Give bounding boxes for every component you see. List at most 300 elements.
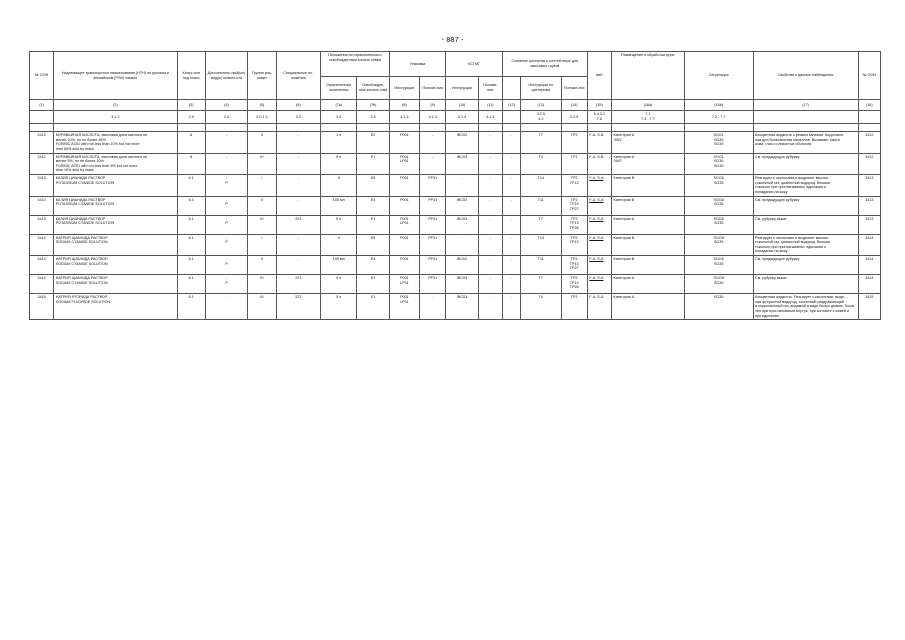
column-number-cell: (9)	[420, 100, 446, 111]
excepted-quantity-cell: E5	[357, 175, 389, 197]
properties-cell-line: токсичен при проглатывании, вдыхании и	[755, 185, 827, 190]
proper-shipping-name-cell-line: than 10% acid by mass	[55, 168, 94, 173]
column-number-cell: (13)	[521, 100, 561, 111]
un-number-cell: 3414	[30, 275, 54, 294]
proper-shipping-name-cell	[54, 256, 177, 275]
class-cell: 6.1	[177, 175, 205, 197]
segregation-cell	[684, 175, 753, 197]
segregation-cell-line: SG49	[713, 163, 724, 168]
properties-cell-line: Бесцветная жидкость. Реагирует с кислотами, выде-	[755, 295, 846, 299]
ems-cell: F-A, S-A	[587, 275, 611, 294]
tank-instruction-cell	[521, 256, 561, 275]
ems-cell: F-A, S-A	[587, 256, 611, 275]
ibc-instruction-cell: IBC03	[446, 153, 478, 175]
proper-shipping-name-cell	[54, 153, 177, 175]
properties-cell	[753, 196, 858, 215]
tank-instruction-cell-line: T14	[537, 235, 544, 240]
tank-provision-cell-line: TP13	[569, 221, 579, 226]
code-cell: 4.2.5	[561, 111, 587, 124]
tank-instruction-cell-line: T7	[538, 133, 543, 137]
tank-provision-cell	[561, 234, 587, 256]
tank-provision-cell-line: TP13	[569, 202, 579, 207]
ibc-provision-cell: -	[478, 132, 502, 154]
proper-shipping-name-cell-line: НАТРИЯ ФТОРИДА РАСТВОР	[55, 295, 108, 299]
properties-cell	[753, 153, 858, 175]
code-cell: 3.5	[357, 111, 389, 124]
un-number-cell: 3415	[30, 294, 54, 320]
segregation-cell-line: SG35	[713, 180, 724, 185]
marine-pollutant-mark: P	[225, 261, 228, 266]
col-12-cell: -	[502, 132, 520, 154]
table-row	[30, 153, 881, 175]
packing-provision-cell: -	[420, 153, 446, 175]
ibc-provision-cell: -	[478, 196, 502, 215]
header-tanks-group: Съемные цистерны и контей-неры для массовых грузов	[502, 52, 587, 77]
properties-cell-line: токсичный газ, цианистый водород. Весьма	[755, 240, 830, 245]
ibc-instruction-cell: -	[446, 175, 478, 197]
un-number-right-cell: 3413	[858, 215, 880, 234]
ibc-provision-cell: -	[478, 153, 502, 175]
subsidiary-hazard-cell: - P	[205, 196, 247, 215]
table-row	[30, 175, 881, 197]
proper-shipping-name-cell-line: менее 5%, но не более 10%	[55, 159, 104, 164]
properties-cell	[753, 256, 858, 275]
ems-cell: F-A, S-A	[587, 175, 611, 197]
class-cell: 8	[177, 153, 205, 175]
column-number-cell: (16a)	[612, 100, 685, 111]
header-ems: АвЕ	[587, 52, 611, 100]
stowage-cell-line: Категория B	[613, 257, 635, 261]
column-number-cell: (5)	[248, 100, 276, 111]
subsidiary-hazard-cell: - P	[205, 275, 247, 294]
special-provisions-cell: 223	[276, 294, 320, 320]
limited-quantity-cell: 5 л	[321, 153, 357, 175]
header-segregation: Сегрегация	[684, 52, 753, 100]
packing-group-cell: III	[248, 294, 276, 320]
tank-provision-cell	[561, 294, 587, 320]
table-row	[30, 294, 881, 320]
proper-shipping-name-cell-line: POTASSIUM CYANIDE SOLUTION	[55, 180, 115, 185]
excepted-quantity-cell: E2	[357, 132, 389, 154]
segregation-cell	[684, 196, 753, 215]
proper-shipping-name-cell-line: НАТРИЯ ЦИАНИДА РАСТВОР	[55, 276, 108, 280]
column-number-row	[30, 100, 881, 111]
properties-cell	[753, 234, 858, 256]
ibc-provision-cell: -	[478, 175, 502, 197]
packing-instruction-cell: P001	[389, 196, 419, 215]
table-row	[30, 132, 881, 154]
packing-group-cell: II	[248, 256, 276, 275]
tank-provision-cell-line: TP1	[570, 295, 578, 299]
tank-provision-cell-line: TP27	[569, 266, 579, 271]
packing-instruction-cell: P001 LP01	[389, 153, 419, 175]
class-cell: 6.1	[177, 256, 205, 275]
tank-provision-cell-line: TP28	[569, 225, 579, 230]
segregation-cell	[684, 215, 753, 234]
proper-shipping-name-cell	[54, 196, 177, 215]
properties-cell-line: ная для большинства металлов. Вызывает ожоги	[755, 137, 840, 142]
tank-provision-cell-line: TP2	[570, 235, 578, 240]
limited-quantity-cell: 0	[321, 175, 357, 197]
packing-provision-cell: PP31	[420, 234, 446, 256]
stowage-cell-line: SW2	[613, 137, 622, 142]
properties-cell	[753, 215, 858, 234]
spacer-row	[30, 124, 881, 132]
packing-provision-cell: PP31	[420, 215, 446, 234]
header-packing-provisions: Положе-ния	[420, 77, 446, 100]
un-number-right-cell: 3414	[858, 256, 880, 275]
proper-shipping-name-cell-line: POTASSIUM CYANIDE SOLUTION	[55, 202, 115, 207]
properties-cell-line: ляя фтористый водород, токсичный раздражающий	[755, 299, 844, 304]
proper-shipping-name-cell	[54, 275, 177, 294]
tank-instruction-cell	[521, 215, 561, 234]
stowage-cell	[612, 153, 685, 175]
stowage-cell-line: Категория A	[613, 276, 635, 280]
segregation-cell-line: SG35	[713, 221, 724, 226]
tank-provision-cell-line: TP2	[570, 257, 578, 261]
un-number-cell: 3413	[30, 196, 54, 215]
un-number-cell: 3413	[30, 215, 54, 234]
tank-instruction-cell-line: T14	[537, 176, 544, 180]
tank-instruction-cell	[521, 132, 561, 154]
header-packing-group: Группа упа-ковки	[248, 52, 276, 100]
packing-instruction-cell: P001	[389, 132, 419, 154]
code-cell: 4.1.4	[446, 111, 478, 124]
properties-cell	[753, 132, 858, 154]
table-row	[30, 234, 881, 256]
column-number-cell: (4)	[205, 100, 247, 111]
proper-shipping-name-cell	[54, 175, 177, 197]
column-number-cell: (1)	[30, 100, 54, 111]
tank-provision-cell-line: TP13	[569, 261, 579, 266]
ibc-instruction-cell: IBC03	[446, 294, 478, 320]
limited-quantity-cell: 5 л	[321, 215, 357, 234]
properties-cell-line: Бесцветная жидкость с резким запахом. Коррозион-	[755, 133, 845, 137]
packing-provision-cell: PP31	[420, 256, 446, 275]
tank-instruction-cell-line: T11	[537, 197, 544, 202]
tank-provision-cell-line: TP2	[570, 216, 578, 221]
packing-group-cell: I	[248, 175, 276, 197]
stowage-cell	[612, 215, 685, 234]
un-number-right-cell: 3412	[858, 132, 880, 154]
proper-shipping-name-cell	[54, 294, 177, 320]
header-class: Класс или под-класс	[177, 52, 205, 100]
un-number-cell: 3413	[30, 175, 54, 197]
column-number-cell: (7a)	[321, 100, 357, 111]
special-provisions-cell: -	[276, 256, 320, 275]
properties-cell-line: См. предыдущую рубрику	[755, 197, 800, 202]
class-cell: 6.1	[177, 234, 205, 256]
code-cell: 3.3	[276, 111, 320, 124]
code-cell: 5.4.3.2 7.8	[587, 111, 611, 124]
un-number-right-cell: 3415	[858, 294, 880, 320]
properties-cell-line: См. предыдущую рубрику	[755, 154, 800, 159]
un-number-right-cell: 3413	[858, 175, 880, 197]
packing-provision-cell: -	[420, 132, 446, 154]
tank-instruction-cell	[521, 175, 561, 197]
col-12-cell: -	[502, 196, 520, 215]
ems-cell: F-A, S-B	[587, 153, 611, 175]
column-number-cell: (17)	[753, 100, 858, 111]
code-cell: 2.0.1.3	[248, 111, 276, 124]
class-cell: 6.1	[177, 294, 205, 320]
packing-instruction-cell: P001 LP01	[389, 215, 419, 234]
stowage-cell	[612, 234, 685, 256]
column-number-cell: (18)	[858, 100, 880, 111]
segregation-cell-line: SG36	[713, 159, 724, 164]
limited-quantity-cell: 5 л	[321, 294, 357, 320]
subsidiary-hazard-cell: - P	[205, 256, 247, 275]
class-cell: 6.1	[177, 275, 205, 294]
segregation-cell-line: SGG6	[713, 276, 724, 280]
ibc-provision-cell: -	[478, 275, 502, 294]
segregation-cell-line: SGG6	[713, 216, 724, 221]
properties-cell-line: кожи, глаз и слизистых оболочек	[755, 142, 812, 147]
properties-cell	[753, 294, 858, 320]
header-un-right: № ООН	[858, 52, 880, 100]
code-cell	[502, 111, 520, 124]
proper-shipping-name-cell-line: КАЛИЯ ЦИАНИДА РАСТВОР	[55, 176, 106, 180]
ems-cell: F-A, S-A	[587, 196, 611, 215]
stowage-cell	[612, 196, 685, 215]
col-12-cell: -	[502, 234, 520, 256]
col-12-cell: -	[502, 275, 520, 294]
header-packing-instructions: Инструкции	[389, 77, 419, 100]
code-cell: 4.1.4	[478, 111, 502, 124]
properties-cell	[753, 275, 858, 294]
ems-cell: F-A, S-A	[587, 234, 611, 256]
ibc-provision-cell: -	[478, 256, 502, 275]
properties-cell-line: токсичен при проглатывании, вдыхании и	[755, 244, 827, 249]
proper-shipping-name-cell-line: КАЛИЯ ЦИАНИДА РАСТВОР	[55, 197, 106, 202]
ibc-instruction-cell: IBC03	[446, 215, 478, 234]
ibc-provision-cell: -	[478, 294, 502, 320]
tank-provision-cell-line: TP2	[570, 176, 578, 180]
marine-pollutant-mark: P	[225, 180, 228, 185]
code-cell: 7.2 - 7.7	[684, 111, 753, 124]
segregation-cell	[684, 294, 753, 320]
segregation-cell-line: SGG1	[713, 154, 724, 159]
packing-instruction-cell: P001 LP01	[389, 275, 419, 294]
segregation-cell-line: SGG6	[713, 176, 724, 180]
tank-provision-cell	[561, 175, 587, 197]
tank-provision-cell-line: TP13	[569, 180, 579, 185]
segregation-cell	[684, 132, 753, 154]
segregation-cell	[684, 275, 753, 294]
tank-provision-cell	[561, 215, 587, 234]
column-number-cell: (6)	[276, 100, 320, 111]
ems-cell: F-A, S-B	[587, 132, 611, 154]
stowage-cell-line: Категория B	[613, 176, 635, 180]
table-row	[30, 275, 881, 294]
tank-provision-cell-line: TP13	[569, 280, 579, 285]
code-cell: 4.2.5 4.3	[521, 111, 561, 124]
column-number-cell: (16b)	[684, 100, 753, 111]
header-excepted-quantities: Освобожден-ные количе-ства	[357, 77, 389, 100]
segregation-cell-line: SGG6	[713, 257, 724, 261]
code-cell: 2.0	[205, 111, 247, 124]
proper-shipping-name-cell	[54, 132, 177, 154]
un-number-right-cell: 3413	[858, 196, 880, 215]
proper-shipping-name-cell-line: НАТРИЯ ЦИАНИДА РАСТВОР	[55, 235, 108, 240]
header-ibc-provisions: Положе-ния	[478, 77, 502, 100]
marine-pollutant-mark: P	[225, 221, 228, 226]
tank-provision-cell-line: TP1	[570, 154, 578, 159]
properties-cell-line: токсичный газ, цианистый водород. Весьма	[755, 180, 830, 185]
stowage-cell-line: Категория A	[613, 154, 635, 159]
packing-instruction-cell: P001 LP01	[389, 294, 419, 320]
packing-group-cell: III	[248, 215, 276, 234]
ibc-instruction-cell: IBC02	[446, 256, 478, 275]
header-limited-quantities-group: Положения по ограниченным и освобожденным количе-ствам	[321, 52, 390, 77]
ems-cell: F-A, S-A	[587, 294, 611, 320]
col-12-cell: -	[502, 175, 520, 197]
col-12-cell: -	[502, 256, 520, 275]
proper-shipping-name-cell-line: than 85% acid by mass	[55, 146, 94, 151]
properties-cell-line: попадании на кожу	[755, 249, 788, 254]
stowage-cell-line: Категория A	[613, 295, 635, 299]
subsidiary-hazard-cell: -	[205, 153, 247, 175]
proper-shipping-name-cell-line: менее 10%, но не более 85%	[55, 137, 106, 142]
column-number-cell: (8)	[389, 100, 419, 111]
table-row	[30, 196, 881, 215]
proper-shipping-name-cell-line: SODIUM CYANIDE SOLUTION	[55, 280, 108, 285]
stowage-cell	[612, 275, 685, 294]
col-12-cell: -	[502, 215, 520, 234]
proper-shipping-name-cell-line: FORMIC ACID with not less than 10% but not more	[55, 142, 140, 147]
ibc-instruction-cell: IBC02	[446, 132, 478, 154]
tank-instruction-cell	[521, 275, 561, 294]
header-name: Надлежащее транспортное наименование (НТН) на русском и английском (PSN) языках	[54, 52, 177, 100]
un-number-cell: 3414	[30, 256, 54, 275]
subsidiary-hazard-cell: - P	[205, 234, 247, 256]
tank-instruction-cell-line: T11	[537, 257, 544, 261]
packing-provision-cell: PP31	[420, 275, 446, 294]
proper-shipping-name-cell	[54, 215, 177, 234]
packing-group-cell: I	[248, 234, 276, 256]
marine-pollutant-mark: P	[225, 240, 228, 245]
limited-quantity-cell: 100 мл	[321, 196, 357, 215]
subsidiary-hazard-cell: - P	[205, 215, 247, 234]
tank-provision-cell-line: TP13	[569, 240, 579, 245]
segregation-cell-line: SG35	[713, 202, 724, 207]
proper-shipping-name-cell	[54, 234, 177, 256]
packing-group-cell: III	[248, 275, 276, 294]
excepted-quantity-cell: E4	[357, 256, 389, 275]
special-provisions-cell: 223	[276, 215, 320, 234]
ibc-instruction-cell: IBC03	[446, 275, 478, 294]
page-number: - 887 -	[441, 35, 464, 44]
subsidiary-hazard-cell: - P	[205, 175, 247, 197]
code-cell	[858, 111, 880, 124]
stowage-cell-line: SW2	[613, 159, 622, 164]
limited-quantity-cell: 5 л	[321, 275, 357, 294]
header-col-12	[502, 77, 520, 100]
column-number-cell: (10)	[446, 100, 478, 111]
properties-cell-line: чен при проглатывании внутрь, при контакте с кожей и	[755, 308, 849, 313]
header-un: № ООН	[30, 52, 54, 100]
un-number-right-cell: 3414	[858, 234, 880, 256]
packing-provision-cell: PP31	[420, 196, 446, 215]
excepted-quantity-cell: E1	[357, 215, 389, 234]
special-provisions-cell: -	[276, 132, 320, 154]
special-provisions-cell: 223	[276, 275, 320, 294]
code-cell: 7.1 7.3 - 7.7	[612, 111, 685, 124]
tank-provision-cell-line: TP28	[569, 285, 579, 290]
ibc-provision-cell: -	[478, 234, 502, 256]
ibc-instruction-cell: -	[446, 234, 478, 256]
tank-instruction-cell-line: T4	[538, 295, 543, 299]
properties-cell-line: См. рубрику выше	[755, 216, 787, 221]
class-cell: 8	[177, 132, 205, 154]
proper-shipping-name-cell-line: SODIUM CYANIDE SOLUTION	[55, 240, 108, 245]
un-number-right-cell: 3412	[858, 153, 880, 175]
packing-provision-cell: PP31	[420, 175, 446, 197]
code-cell	[30, 111, 54, 124]
segregation-cell-line: SG36	[713, 137, 724, 142]
tank-provision-cell	[561, 153, 587, 175]
tank-provision-cell	[561, 256, 587, 275]
code-cell: 4.1.4	[389, 111, 419, 124]
header-subsidiary-hazard: Дополнитель-ный(ые) вид(ы) опасно-сти	[205, 52, 247, 100]
un-number-cell: 3412	[30, 132, 54, 154]
subsidiary-hazard-cell: -	[205, 294, 247, 320]
special-provisions-cell: -	[276, 175, 320, 197]
excepted-quantity-cell: E1	[357, 275, 389, 294]
tank-instruction-cell-line: T4	[538, 154, 543, 159]
tank-instruction-cell	[521, 196, 561, 215]
ibc-provision-cell: -	[478, 215, 502, 234]
limited-quantity-cell: 100 мл	[321, 256, 357, 275]
table-row	[30, 215, 881, 234]
tank-provision-cell	[561, 275, 587, 294]
column-number-cell: (15)	[587, 100, 611, 111]
packing-group-cell: II	[248, 196, 276, 215]
stowage-cell	[612, 256, 685, 275]
code-cell	[753, 111, 858, 124]
tank-provision-cell	[561, 132, 587, 154]
stowage-cell-line: Категория B	[613, 197, 635, 202]
segregation-cell-line: SGG1	[713, 133, 724, 137]
packing-provision-cell: -	[420, 294, 446, 320]
header-ibc-instructions: Инструкции	[446, 77, 478, 100]
excepted-quantity-cell: E5	[357, 234, 389, 256]
proper-shipping-name-cell-line: SODIUM CYANIDE SOLUTION	[55, 261, 108, 266]
segregation-cell-line: SG35	[713, 280, 724, 285]
header-ibc-group: КСГМГ	[446, 52, 503, 77]
header-stowage: Размещение и обработка грузе	[612, 52, 685, 100]
segregation-cell-line: SGG6	[713, 235, 724, 240]
excepted-quantity-cell: E4	[357, 196, 389, 215]
header-limited-quantities: Ограниченные количества	[321, 77, 357, 100]
proper-shipping-name-cell-line: МУРАВЬИНАЯ КИСЛОТА, массовая доля кислоты не	[55, 154, 148, 159]
dangerous-goods-table	[29, 51, 881, 320]
packing-instruction-cell: P001	[389, 256, 419, 275]
stowage-cell	[612, 132, 685, 154]
packing-instruction-cell: P001	[389, 234, 419, 256]
limited-quantity-cell: 1 л	[321, 132, 357, 154]
tank-instruction-cell-line: T7	[538, 216, 543, 221]
header-tank-instructions: Инструкции по цистернам	[521, 77, 561, 100]
column-number-cell: (12)	[502, 100, 520, 111]
code-cell: 2.0	[177, 111, 205, 124]
properties-cell-line: попадании на кожу	[755, 189, 788, 194]
tank-provision-cell-line: TP2	[570, 133, 578, 137]
column-number-cell: (2)	[54, 100, 177, 111]
properties-cell-line: См. предыдущую рубрику	[755, 257, 800, 261]
tank-instruction-cell	[521, 294, 561, 320]
properties-cell	[753, 175, 858, 197]
